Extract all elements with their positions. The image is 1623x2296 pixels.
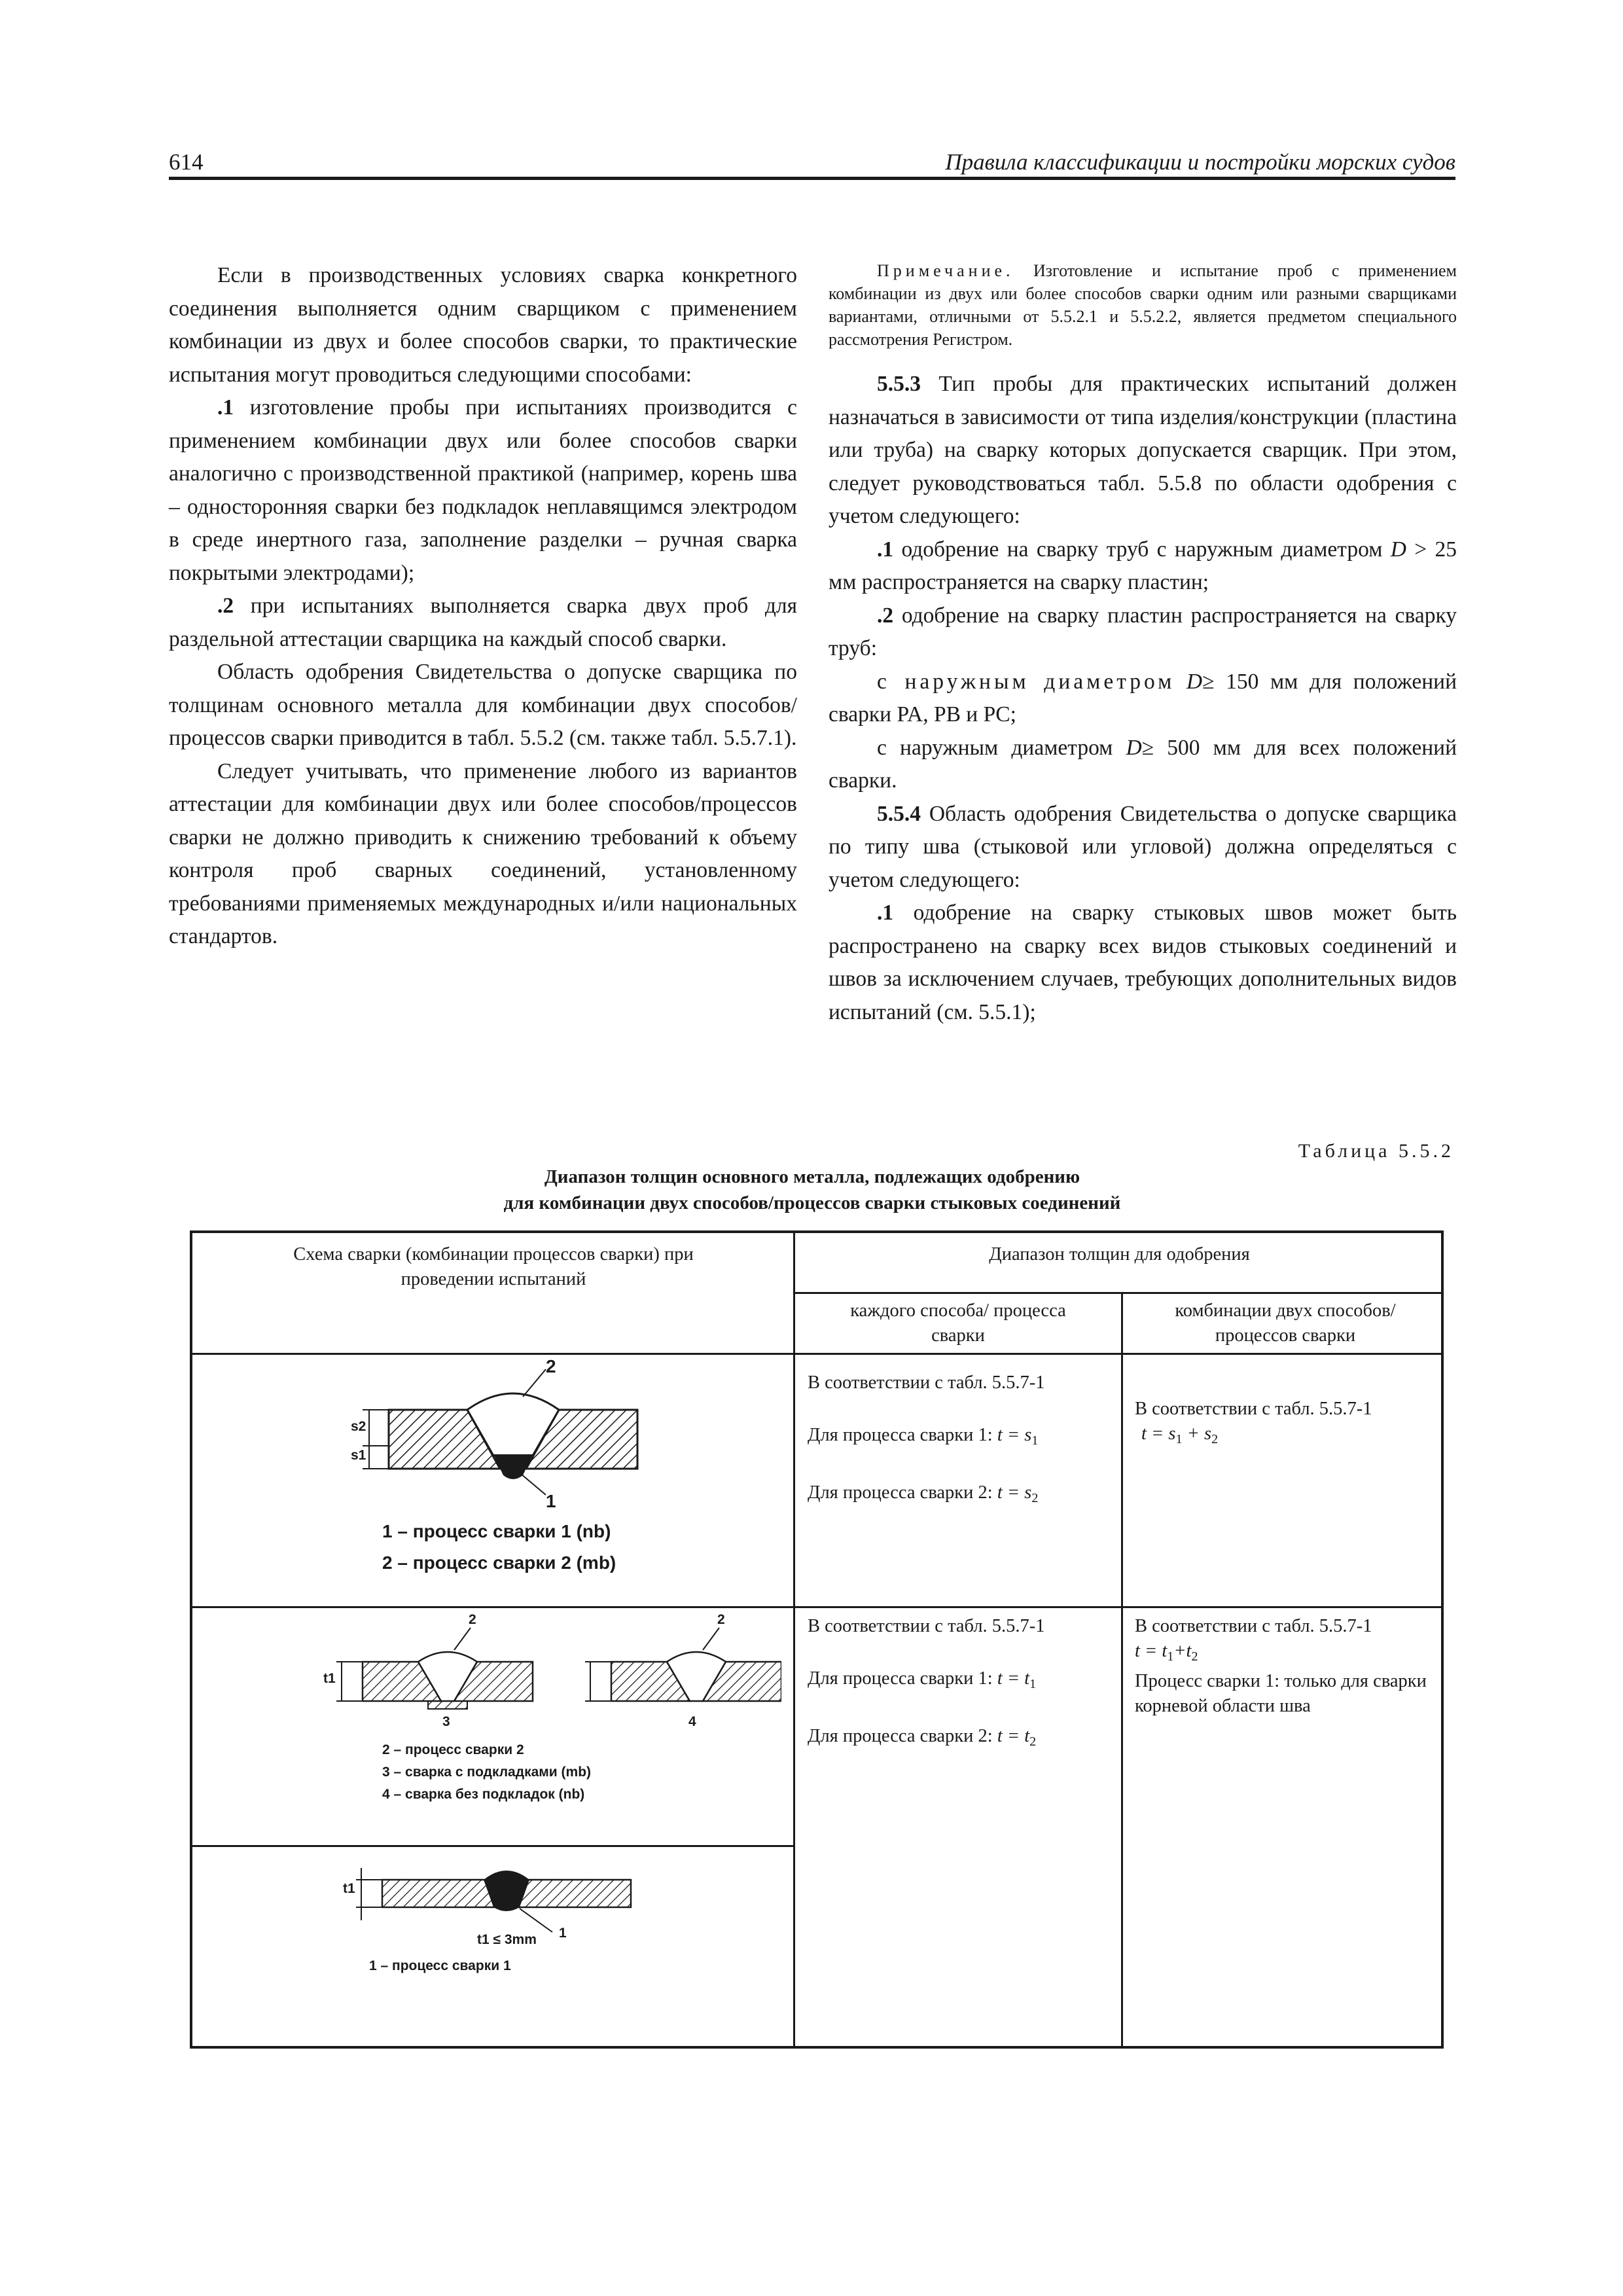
- label: Для процесса сварки 1:: [808, 1668, 993, 1689]
- row2-each-process-2: [808, 1724, 1115, 1754]
- table-number: Таблица 5.5.2: [1298, 1140, 1454, 1162]
- row2-each-cell: [808, 1614, 1115, 1754]
- fig-t1: t1: [323, 1671, 336, 1686]
- subscript: 1: [1175, 1432, 1183, 1446]
- double-v-weld-icon: [349, 1364, 690, 1515]
- equation: t = t: [997, 1668, 1030, 1689]
- label: Для процесса сварки 2:: [808, 1726, 993, 1746]
- row2-legend-2: 2 – процесс сварки 2: [382, 1742, 524, 1757]
- table-divider: [192, 1845, 793, 1847]
- item-text: одобрение на сварку труб с наружным диаметром: [901, 537, 1383, 562]
- page-header: [169, 145, 1455, 179]
- fig-t1-value: t1 ≤ 3mm: [477, 1932, 537, 1947]
- variable: D: [1186, 669, 1203, 694]
- variable: D: [1390, 537, 1406, 562]
- label: Для процесса сварки 2:: [808, 1482, 993, 1503]
- note-label: Примечание.: [877, 261, 1014, 280]
- item-text: одобрение на сварку стыковых швов может быть распространено на сварку всех видов стыковых соединений и швов за исключением случаев, требующих дополнительных видов испытаний (см. 5.5.1);: [829, 901, 1457, 1024]
- row1-each-process-1: [808, 1423, 1115, 1453]
- item-number: .2: [877, 603, 894, 628]
- section-5-5-4-text: Область одобрения Свидетельства о допуске сварщика по типу шва (стыковой или угловой) должна определяться с учетом следующего:: [829, 801, 1457, 892]
- row1-weld-diagram: [349, 1356, 690, 1515]
- section-5-5-3-item-1: [829, 533, 1457, 600]
- left-column: [169, 259, 797, 954]
- fig-label-4: 4: [688, 1714, 696, 1729]
- subscript: 1: [1031, 1433, 1039, 1448]
- item-text: > 25 мм распространяется на сварку пластин;: [829, 537, 1457, 594]
- intro-paragraph: Если в производственных условиях сварка конкретного соединения выполняется одним сварщиком с применением комбинации из двух и более способов сварки, то практические испытания могут проводиться следующими способами:: [169, 263, 797, 387]
- subscript: 1: [1167, 1649, 1174, 1664]
- equation: t = t: [1135, 1641, 1168, 1661]
- row2-each-process-1: [808, 1666, 1115, 1696]
- item-text: ≥ 500 мм для всех положений сварки.: [829, 735, 1457, 793]
- item-number: .1: [877, 537, 894, 562]
- row2-legend-3: 3 – сварка с подкладками (mb): [382, 1765, 592, 1780]
- table-divider: [192, 1606, 1444, 1608]
- item-text: с наружным диаметром: [877, 669, 1175, 694]
- equation: +t: [1173, 1641, 1192, 1661]
- row2-combo-cell: [1135, 1614, 1436, 1719]
- thickness-range-table: [190, 1230, 1444, 2049]
- note-paragraph: [829, 259, 1457, 351]
- table-divider: [793, 1292, 1444, 1294]
- header-range: Диапазон толщин для одобрения: [989, 1244, 1250, 1265]
- item-2-text: при испытаниях выполняется сварка двух проб для раздельной аттестации сварщика на каждый способ сварки.: [169, 594, 797, 651]
- table-caption-line-2: для комбинации двух способов/процессов сварки стыковых соединений: [503, 1193, 1121, 1213]
- fig-label-1: 1: [546, 1491, 556, 1511]
- row2-weld-diagram: [323, 1612, 781, 1734]
- page-number: 614: [169, 149, 204, 175]
- fig-label-2b: 2: [717, 1612, 725, 1627]
- subscript: 2: [1029, 1734, 1037, 1749]
- pipe-diameter-150: [829, 666, 1457, 732]
- section-5-5-4-item-1: [829, 897, 1457, 1029]
- note-text: Изготовление и испытание проб с применением комбинации из двух или более способов сварки одним или разными сварщиками вариантами, отличными от 5.5.2.1 и 5.5.2.2, является предметом специального рассмотрения Регистром.: [829, 261, 1457, 349]
- section-5-5-3-text: Тип пробы для практических испытаний должен назначаться в зависимости от типа изделия/конструкции (пластина или труба) на сварку которых допускается сварщик. При этом, следует руководствоваться табл. 5.5.8 по области одобрения с учетом следующего:: [829, 372, 1457, 528]
- row1-legend-2: 2 – процесс сварки 2 (mb): [382, 1552, 616, 1573]
- subscript: 2: [1211, 1432, 1219, 1446]
- row3-legend-1: 1 – процесс сварки 1: [369, 1958, 511, 1973]
- equation: + s: [1182, 1424, 1212, 1444]
- item-2: [169, 590, 797, 656]
- fig-t1: t1: [343, 1881, 355, 1896]
- item-text: ≥ 150 мм для положений сварки PA, PB и PC;: [829, 669, 1457, 726]
- subscript: 2: [1191, 1649, 1198, 1664]
- row1-each-cell: [808, 1371, 1115, 1511]
- equation: t = s: [997, 1482, 1032, 1503]
- fig-label-2: 2: [546, 1356, 556, 1376]
- fig-label-1: 1: [559, 1926, 567, 1941]
- item-1: [169, 391, 797, 590]
- table-divider: [793, 1233, 795, 2046]
- item-number: .1: [877, 901, 894, 925]
- table-divider: [192, 1353, 1444, 1355]
- row2-combo-note: Процесс сварки 1: только для сварки корневой области шва: [1135, 1671, 1427, 1716]
- right-column: [829, 259, 1457, 1029]
- fig-label-3: 3: [442, 1714, 450, 1729]
- running-title: Правила классификации и постройки морских судов: [945, 149, 1455, 175]
- equation: t = s: [997, 1425, 1032, 1445]
- item-1-number: .1: [217, 395, 234, 420]
- section-5-5-4-number: 5.5.4: [877, 801, 921, 826]
- fig-s2: s2: [351, 1419, 366, 1434]
- row2-each-ref: В соответствии с табл. 5.5.7-1: [808, 1616, 1045, 1636]
- label: Для процесса сварки 1:: [808, 1425, 993, 1445]
- row1-legend-1: 1 – процесс сварки 1 (nb): [382, 1521, 611, 1541]
- row1-each-ref: В соответствии с табл. 5.5.7-1: [808, 1372, 1045, 1393]
- row2-legend-4: 4 – сварка без подкладок (nb): [382, 1787, 585, 1802]
- item-2-number: .2: [217, 594, 234, 618]
- subscript: 1: [1029, 1677, 1037, 1691]
- approval-area-paragraph: Область одобрения Свидетельства о допуске сварщика по толщинам основного металла для комбинации двух способов/процессов сварки приводится в табл. 5.5.2 (см. также табл. 5.5.7.1).: [169, 660, 797, 750]
- header-each-process: каждого способа/ процесса сварки: [850, 1300, 1066, 1346]
- item-1-text: изготовление пробы при испытаниях производится с применением комбинации двух или более способов сварки аналогично с производственной практикой (например, корень шва – односторонняя сварки без подкладок неплавящимся электродом в среде инертного газа, заполнение разделки – ручная сварка покрытыми электродами);: [169, 395, 798, 585]
- requirements-paragraph: Следует учитывать, что применение любого из вариантов аттестации для комбинации двух или более способов/процессов сварки не должно приводить к снижению требований к объему контроля проб сварных соединений, установленному требованиями применяемых международных и/или национальных стандартов.: [169, 759, 797, 948]
- row1-combo-cell: [1135, 1397, 1436, 1452]
- single-v-weld-icon: [323, 1616, 781, 1734]
- section-5-5-3-number: 5.5.3: [877, 372, 921, 396]
- header-rule: [169, 177, 1455, 180]
- table-caption: [169, 1164, 1455, 1216]
- subscript: 2: [1031, 1491, 1039, 1505]
- row1-combo-equation: [1135, 1422, 1436, 1452]
- fig-s1: s1: [351, 1448, 366, 1463]
- row1-each-process-2: [808, 1480, 1115, 1511]
- equation: t = s: [1141, 1424, 1176, 1444]
- row1-combo-ref: В соответствии с табл. 5.5.7-1: [1135, 1399, 1372, 1419]
- equation: t = t: [997, 1726, 1030, 1746]
- table-divider: [1121, 1292, 1123, 2046]
- item-text: с наружным диаметром: [877, 735, 1113, 760]
- row3-weld-diagram: [343, 1855, 683, 1953]
- header-combination: комбинации двух способов/ процессов сварки: [1175, 1300, 1396, 1346]
- pipe-diameter-500: [829, 732, 1457, 798]
- item-text: одобрение на сварку пластин распространяется на сварку труб:: [829, 603, 1457, 660]
- table-caption-line-1: Диапазон толщин основного металла, подлежащих одобрению: [544, 1166, 1080, 1187]
- fig-label-2a: 2: [469, 1612, 476, 1627]
- variable: D: [1126, 735, 1142, 760]
- header-scheme: Схема сварки (комбинации процессов сварки) при проведении испытаний: [293, 1244, 694, 1289]
- section-5-5-3: [829, 368, 1457, 533]
- row2-combo-ref: В соответствии с табл. 5.5.7-1: [1135, 1616, 1372, 1636]
- row2-combo-equation: [1135, 1639, 1436, 1669]
- section-5-5-3-item-2: [829, 600, 1457, 666]
- section-5-5-4: [829, 798, 1457, 897]
